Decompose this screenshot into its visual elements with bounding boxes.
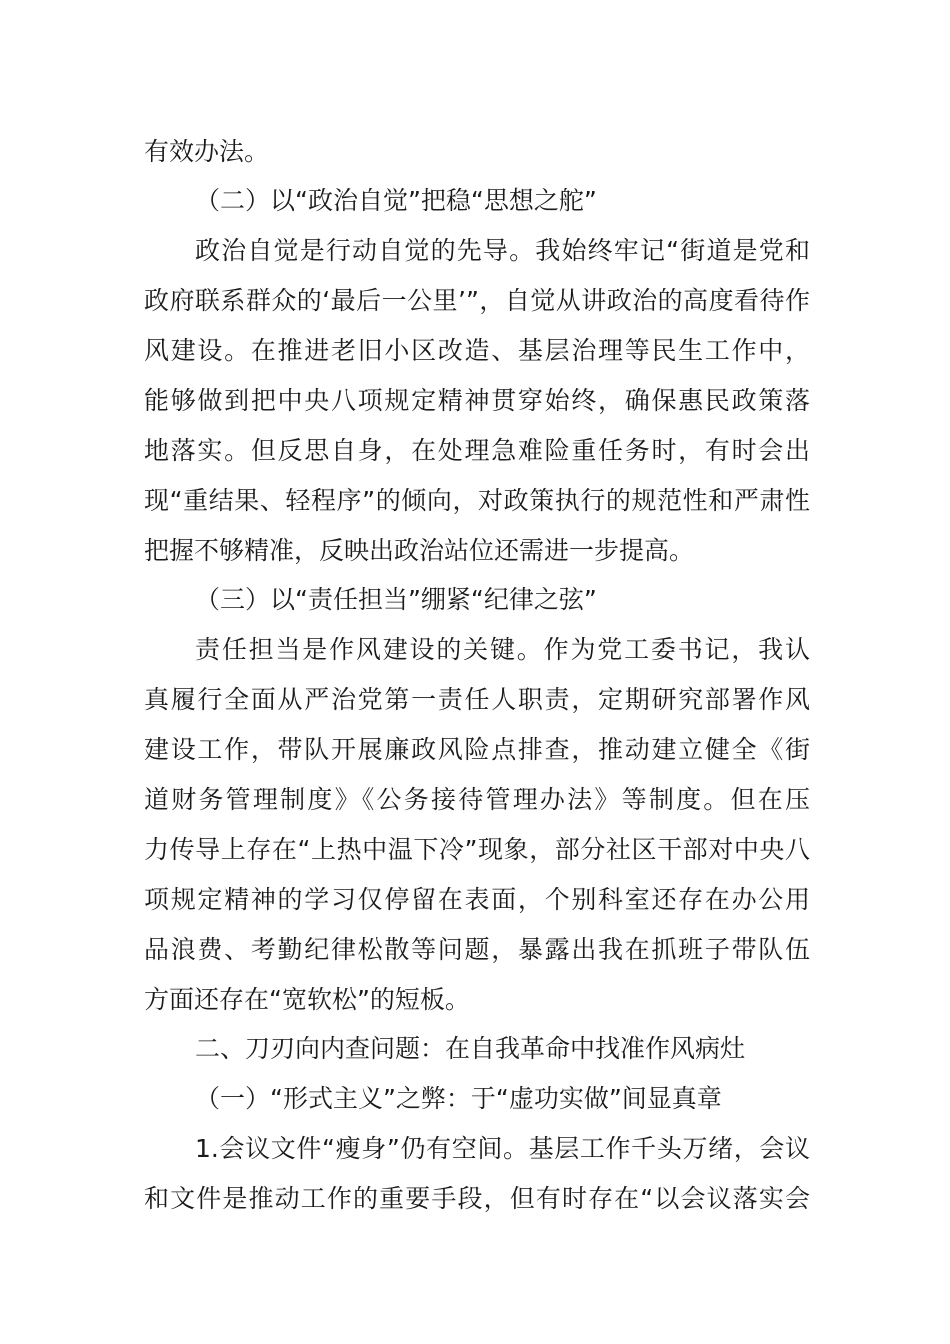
paragraph-line: 真履行全面从严治党第一责任人职责，定期研究部署作风 [144, 685, 810, 714]
paragraph-line: 把握不够精准，反映出政治站位还需进一步提高。 [144, 536, 695, 565]
section-heading: （三）以“责任担当”绷紧“纪律之弦” [195, 585, 597, 614]
paragraph-line: 政治自觉是行动自觉的先导。我始终牢记“街道是党和 [195, 236, 810, 265]
paragraph-line: 政府联系群众的‘最后一公里’”，自觉从讲政治的高度看待作 [144, 286, 810, 315]
section-heading: （一）“形式主义”之弊：于“虚功实做”间显真章 [195, 1084, 722, 1113]
paragraph-line: 能够做到把中央八项规定精神贯穿始终，确保惠民政策落 [144, 386, 810, 415]
paragraph-line: 现“重结果、轻程序”的倾向，对政策执行的规范性和严肃性 [144, 486, 810, 515]
paragraph-line: 责任担当是作风建设的关键。作为党工委书记，我认 [195, 635, 810, 664]
section-heading: （二）以“政治自觉”把稳“思想之舵” [195, 186, 597, 215]
paragraph-line: 有效办法。 [144, 137, 270, 166]
paragraph-line: 道财务管理制度》《公务接待管理办法》等制度。但在压 [144, 785, 810, 814]
paragraph-line: 和文件是推动工作的重要手段，但有时存在“以会议落实会 [144, 1184, 810, 1213]
paragraph-line: 项规定精神的学习仅停留在表面，个别科室还存在办公用 [144, 885, 810, 914]
paragraph-line: 风建设。在推进老旧小区改造、基层治理等民生工作中， [144, 336, 810, 365]
paragraph-line: 建设工作，带队开展廉政风险点排查，推动建立健全《街 [144, 735, 810, 764]
paragraph-line: 力传导上存在“上热中温下冷”现象，部分社区干部对中央八 [144, 835, 810, 864]
paragraph-line: 地落实。但反思自身，在处理急难险重任务时，有时会出 [144, 436, 810, 465]
chapter-heading: 二、刀刃向内查问题：在自我革命中找准作风病灶 [195, 1034, 746, 1063]
paragraph-line: 1.会议文件“瘦身”仍有空间。基层工作千头万绪，会议 [195, 1134, 810, 1163]
paragraph-line: 方面还存在“宽软松”的短板。 [144, 985, 470, 1014]
paragraph-line: 品浪费、考勤纪律松散等问题，暴露出我在抓班子带队伍 [144, 935, 810, 964]
